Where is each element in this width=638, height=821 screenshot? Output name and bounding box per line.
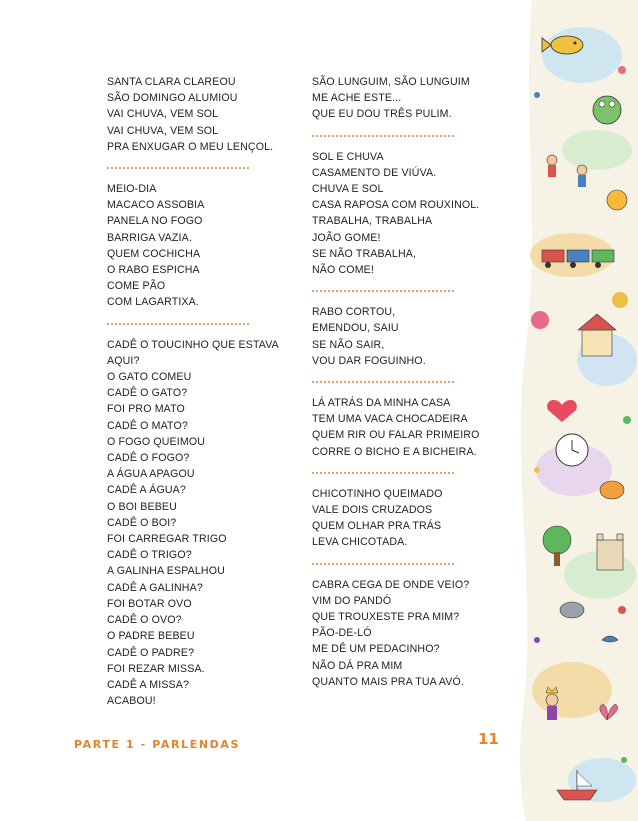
verse-line: O FOGO QUEIMOU — [107, 435, 206, 448]
verse-line: SOL E CHUVA — [312, 150, 384, 163]
verse-line: CHUVA E SOL — [312, 183, 384, 196]
verse-line: CADÊ O GATO? — [107, 387, 188, 400]
verse-line: CADÊ O TRIGO? — [107, 549, 192, 562]
verse-line: CADÊ O TOUCINHO QUE ESTAVA — [107, 338, 279, 351]
stanza-separator — [312, 563, 454, 565]
verse-line: VAI CHUVA, VEM SOL — [107, 108, 219, 121]
verse-line: SÃO DOMINGO ALUMIOU — [107, 92, 238, 105]
verse-stanza — [312, 577, 512, 690]
verse-line: SE NÃO TRABALHA, — [312, 247, 417, 260]
verse-line: VIM DO PANDÓ — [312, 594, 392, 607]
verse-line: SANTA CLARA CLAREOU — [107, 76, 236, 88]
verse-line: O GATO COMEU — [107, 371, 192, 384]
verse-line: PANELA NO FOGO — [107, 215, 203, 228]
verse-stanza — [312, 486, 512, 551]
verse-stanza — [107, 181, 297, 311]
stanza-separator — [107, 167, 249, 169]
stanza-separator — [312, 290, 454, 292]
verse-line: PRA ENXUGAR O MEU LENÇOL. — [107, 140, 274, 153]
verse-line: A GALINHA ESPALHOU — [107, 565, 225, 578]
verse-line: A ÁGUA APAGOU — [107, 468, 195, 481]
verse-line: CADÊ A MISSA? — [107, 678, 190, 691]
stanza-separator — [107, 323, 249, 325]
verse-line: QUEM OLHAR PRA TRÁS — [312, 520, 442, 533]
verse-line: CADÊ O MATO? — [107, 419, 188, 432]
verse-line: NÃO DÁ PRA MIM — [312, 659, 403, 672]
verse-line: CASAMENTO DE VIÚVA. — [312, 166, 437, 179]
verse-line: FOI BOTAR OVO — [107, 597, 192, 610]
verse-line: NÃO COME! — [312, 264, 374, 277]
verse-line: QUANTO MAIS PRA TUA AVÓ. — [312, 675, 464, 688]
verse-line: CASA RAPOSA COM ROUXINOL. — [312, 199, 480, 212]
verse-line: TRABALHA, TRABALHA — [312, 215, 433, 228]
stanza-separator — [312, 472, 454, 474]
verse-line: ME DÊ UM PEDACINHO? — [312, 643, 440, 656]
verse-line: EMENDOU, SAIU — [312, 322, 399, 335]
section-label: PARTE 1 - PARLENDAS — [74, 738, 240, 751]
verse-line: ACABOU! — [107, 695, 156, 708]
verse-line: SE NÃO SAIR, — [312, 338, 385, 351]
verse-line: MEIO-DIA — [107, 183, 157, 196]
verse-line: CADÊ A GALINHA? — [107, 581, 203, 594]
verse-line: JOÃO GOME! — [312, 231, 381, 244]
verse-line: O RABO ESPICHA — [107, 264, 200, 277]
verse-line: COM LAGARTIXA. — [107, 296, 199, 309]
verse-line: QUEM RIR OU FALAR PRIMEIRO — [312, 429, 480, 442]
page-number: 11 — [478, 730, 499, 748]
verse-line: MACACO ASSOBIA — [107, 199, 205, 212]
verse-line: O PADRE BEBEU — [107, 630, 195, 643]
verse-line: FOI PRO MATO — [107, 403, 185, 416]
verse-stanza — [107, 74, 297, 155]
verse-line: CABRA CEGA DE ONDE VEIO? — [312, 578, 470, 591]
verse-line: AQUI? — [107, 354, 140, 367]
verse-line: CADÊ O FOGO? — [107, 452, 190, 465]
verse-line: O BOI BEBEU — [107, 500, 177, 513]
verse-stanza — [312, 395, 512, 460]
verse-line: LÁ ATRÁS DA MINHA CASA — [312, 397, 451, 410]
verse-line: QUEM COCHICHA — [107, 247, 201, 260]
verse-stanza — [312, 149, 512, 279]
verse-line: ME ACHE ESTE... — [312, 92, 402, 105]
verse-stanza — [312, 74, 512, 123]
verse-line: LEVA CHICOTADA. — [312, 536, 408, 549]
verse-line: CADÊ A ÁGUA? — [107, 484, 186, 497]
verse-line: TEM UMA VACA CHOCADEIRA — [312, 413, 468, 426]
verse-line: VOU DAR FOGUINHO. — [312, 354, 426, 367]
verse-line: CADÊ O BOI? — [107, 516, 177, 529]
stanza-separator — [312, 135, 454, 137]
right-column — [312, 74, 512, 690]
verse-line: CHICOTINHO QUEIMADO — [312, 487, 443, 500]
verse-line: SÃO LUNGUIM, SÃO LUNGUIM — [312, 76, 470, 88]
verse-line: COME PÃO — [107, 280, 166, 293]
verse-line: QUE EU DOU TRÊS PULIM. — [312, 108, 452, 121]
verse-line: VAI CHUVA, VEM SOL — [107, 124, 219, 137]
children-doodle-illustration — [512, 0, 638, 821]
verse-line: BARRIGA VAZIA. — [107, 231, 192, 244]
verse-line: CORRE O BICHO E A BICHEIRA. — [312, 445, 477, 458]
verse-line: PÃO-DE-LÓ — [312, 627, 372, 640]
left-column — [107, 74, 297, 709]
verse-line: FOI REZAR MISSA. — [107, 662, 205, 675]
verse-line: FOI CARREGAR TRIGO — [107, 533, 227, 546]
verse-line: RABO CORTOU, — [312, 306, 396, 319]
verse-line: QUE TROUXESTE PRA MIM? — [312, 611, 460, 624]
verse-line: VALE DOIS CRUZADOS — [312, 504, 433, 517]
verse-stanza — [107, 337, 297, 710]
verse-line: CADÊ O PADRE? — [107, 646, 195, 659]
verse-stanza — [312, 304, 512, 369]
verse-line: CADÊ O OVO? — [107, 614, 182, 627]
stanza-separator — [312, 381, 454, 383]
